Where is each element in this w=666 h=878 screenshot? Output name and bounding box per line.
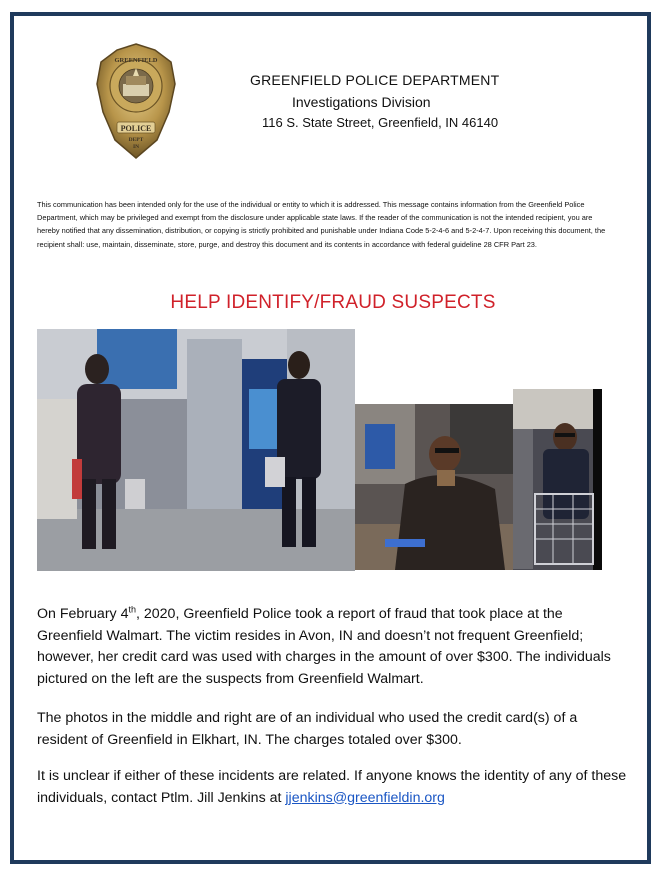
paragraph-incident <box>37 604 627 690</box>
department-name: GREENFIELD POLICE DEPARTMENT <box>250 72 500 88</box>
badge-top-text: GREENFIELD <box>114 57 158 64</box>
paragraph-incident-post: , 2020, Greenfield Police took a report of fraud that took place at the Greenfield Walmart. The victim resides in Avon, IN and doesn’t not frequent Greenfield; however, her credit card was used with charges in the amount of over $300. The individuals pictured on the left are the suspects from Greenfield Walmart. <box>37 606 611 687</box>
contact-email-link[interactable]: jjenkins@greenfieldin.org <box>285 789 445 806</box>
suspect-cart-photo <box>513 389 602 570</box>
paragraph-incident-pre: On February 4 <box>37 606 129 622</box>
suspect-counter-photo <box>355 404 513 570</box>
badge-state: IN <box>132 144 140 150</box>
confidentiality-disclaimer: This communication has been intended only for the use of the individual or entity to which it is addressed. This message contains information from the Greenfield Police Department, which may be privileged and exempt from the disclosure under applicable state laws. If the reader of the communication is not the intended recipient, you are hereby notified that any dissemination, distribution, or copying is strictly prohibited and punishable under Indiana Code 5-2-4-6 and 5-2-4-7. Upon receiving this document, the recipient shall: use, maintain, disseminate, store, purge, and destroy this document and its contents in accordance with federal guideline 28 CFR Part 23. <box>37 200 606 249</box>
department-address: 116 S. State Street, Greenfield, IN 46140 <box>262 115 499 130</box>
paragraph-contact <box>37 766 627 809</box>
division-name: Investigations Division <box>292 94 431 110</box>
ordinal-suffix: th <box>128 604 136 615</box>
badge-dept: DEPT <box>128 137 144 143</box>
badge-label: POLICE <box>120 124 152 133</box>
suspects-walmart-photo <box>37 329 355 571</box>
headline: HELP IDENTIFY/FRAUD SUSPECTS <box>170 292 496 313</box>
paragraph-contact-text: It is unclear if either of these incidents are related. If anyone knows the identity of any of these individuals, contact Ptlm. Jill Jenkins at <box>37 768 627 806</box>
police-badge-logo <box>95 42 177 160</box>
paragraph-elkhart: The photos in the middle and right are of an individual who used the credit card(s) of a resident of Greenfield in Elkhart, IN. The charges totaled over $300. <box>37 710 578 748</box>
